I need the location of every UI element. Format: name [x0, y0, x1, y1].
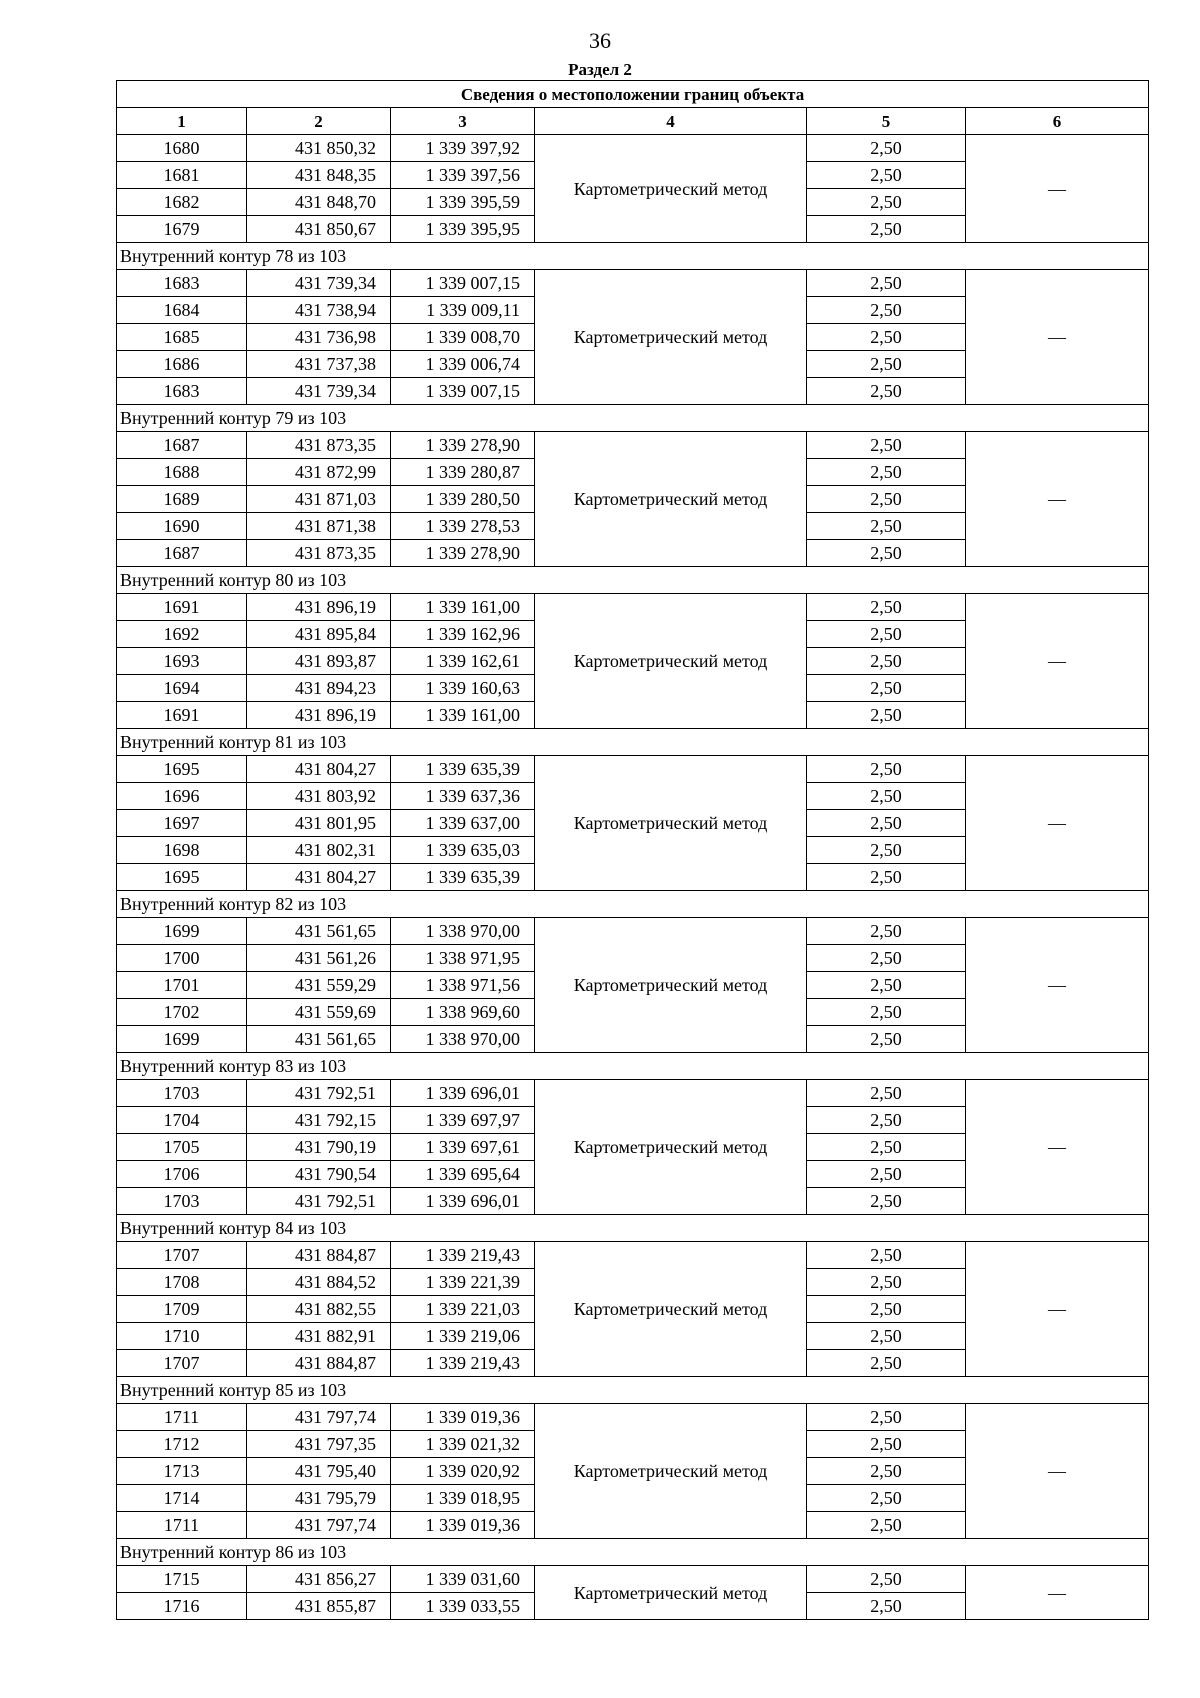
coordinate-x: 431 884,87	[247, 1242, 391, 1269]
table-row	[117, 1404, 1149, 1431]
point-number: 1709	[117, 1296, 247, 1323]
coordinate-x: 431 790,19	[247, 1134, 391, 1161]
coordinate-y: 1 338 970,00	[391, 1026, 535, 1053]
coordinate-y: 1 339 019,36	[391, 1404, 535, 1431]
coordinate-x: 431 894,23	[247, 675, 391, 702]
coordinate-x: 431 801,95	[247, 810, 391, 837]
accuracy-value: 2,50	[807, 1134, 966, 1161]
point-number: 1687	[117, 540, 247, 567]
contour-label: Внутренний контур 79 из 103	[117, 405, 1149, 432]
coordinate-y: 1 338 970,00	[391, 918, 535, 945]
determination-method: Картометрический метод	[535, 1242, 807, 1377]
point-number: 1682	[117, 189, 247, 216]
point-number: 1714	[117, 1485, 247, 1512]
point-number: 1699	[117, 1026, 247, 1053]
coordinate-y: 1 339 006,74	[391, 351, 535, 378]
accuracy-value: 2,50	[807, 540, 966, 567]
contour-label: Внутренний контур 81 из 103	[117, 729, 1149, 756]
coordinate-y: 1 339 221,39	[391, 1269, 535, 1296]
determination-method: Картометрический метод	[535, 918, 807, 1053]
point-number: 1705	[117, 1134, 247, 1161]
accuracy-value: 2,50	[807, 594, 966, 621]
contour-label: Внутренний контур 80 из 103	[117, 567, 1149, 594]
table-title-row	[117, 81, 1149, 108]
coordinate-y: 1 339 031,60	[391, 1566, 535, 1593]
point-number: 1701	[117, 972, 247, 999]
contour-label: Внутренний контур 85 из 103	[117, 1377, 1149, 1404]
point-number: 1704	[117, 1107, 247, 1134]
contour-header-row	[117, 729, 1149, 756]
contour-header-row	[117, 405, 1149, 432]
point-number: 1702	[117, 999, 247, 1026]
contour-header-row	[117, 1539, 1149, 1566]
point-number: 1691	[117, 594, 247, 621]
accuracy-value: 2,50	[807, 162, 966, 189]
coordinate-x: 431 792,15	[247, 1107, 391, 1134]
point-number: 1693	[117, 648, 247, 675]
point-number: 1685	[117, 324, 247, 351]
accuracy-value: 2,50	[807, 270, 966, 297]
coordinate-x: 431 884,87	[247, 1350, 391, 1377]
column-6-value: —	[966, 1242, 1149, 1377]
point-number: 1700	[117, 945, 247, 972]
point-number: 1691	[117, 702, 247, 729]
accuracy-value: 2,50	[807, 1242, 966, 1269]
coordinate-y: 1 339 161,00	[391, 702, 535, 729]
coordinate-y: 1 339 278,90	[391, 540, 535, 567]
coordinate-x: 431 797,35	[247, 1431, 391, 1458]
accuracy-value: 2,50	[807, 1323, 966, 1350]
point-number: 1712	[117, 1431, 247, 1458]
point-number: 1683	[117, 270, 247, 297]
accuracy-value: 2,50	[807, 1107, 966, 1134]
point-number: 1687	[117, 432, 247, 459]
coordinate-x: 431 561,65	[247, 1026, 391, 1053]
point-number: 1680	[117, 135, 247, 162]
column-6-value: —	[966, 918, 1149, 1053]
coordinate-x: 431 790,54	[247, 1161, 391, 1188]
point-number: 1706	[117, 1161, 247, 1188]
accuracy-value: 2,50	[807, 1512, 966, 1539]
point-number: 1711	[117, 1512, 247, 1539]
accuracy-value: 2,50	[807, 135, 966, 162]
accuracy-value: 2,50	[807, 756, 966, 783]
coordinate-y: 1 339 162,61	[391, 648, 535, 675]
accuracy-value: 2,50	[807, 1296, 966, 1323]
coordinate-y: 1 339 219,43	[391, 1350, 535, 1377]
coordinate-x: 431 803,92	[247, 783, 391, 810]
coordinate-x: 431 895,84	[247, 621, 391, 648]
coordinate-y: 1 339 696,01	[391, 1080, 535, 1107]
point-number: 1707	[117, 1350, 247, 1377]
accuracy-value: 2,50	[807, 297, 966, 324]
coordinate-y: 1 338 971,56	[391, 972, 535, 999]
section-title: Раздел 2	[568, 60, 632, 79]
coordinate-y: 1 339 695,64	[391, 1161, 535, 1188]
contour-label: Внутренний контур 83 из 103	[117, 1053, 1149, 1080]
contour-header-row	[117, 567, 1149, 594]
coordinate-y: 1 339 395,59	[391, 189, 535, 216]
point-number: 1703	[117, 1080, 247, 1107]
coordinate-x: 431 896,19	[247, 594, 391, 621]
coordinate-y: 1 339 021,32	[391, 1431, 535, 1458]
coordinate-x: 431 804,27	[247, 864, 391, 891]
accuracy-value: 2,50	[807, 513, 966, 540]
accuracy-value: 2,50	[807, 378, 966, 405]
coordinate-y: 1 339 637,00	[391, 810, 535, 837]
column-header: 1	[117, 108, 247, 135]
coordinate-x: 431 804,27	[247, 756, 391, 783]
accuracy-value: 2,50	[807, 864, 966, 891]
point-number: 1688	[117, 459, 247, 486]
coordinate-y: 1 339 635,03	[391, 837, 535, 864]
column-header: 6	[966, 108, 1149, 135]
coordinate-x: 431 873,35	[247, 432, 391, 459]
contour-label: Внутренний контур 78 из 103	[117, 243, 1149, 270]
accuracy-value: 2,50	[807, 810, 966, 837]
accuracy-value: 2,50	[807, 918, 966, 945]
coordinate-y: 1 339 395,95	[391, 216, 535, 243]
table-row	[117, 756, 1149, 783]
determination-method: Картометрический метод	[535, 594, 807, 729]
point-number: 1686	[117, 351, 247, 378]
coordinate-y: 1 339 020,92	[391, 1458, 535, 1485]
column-6-value: —	[966, 1566, 1149, 1620]
coordinate-x: 431 882,55	[247, 1296, 391, 1323]
contour-label: Внутренний контур 86 из 103	[117, 1539, 1149, 1566]
coordinate-x: 431 737,38	[247, 351, 391, 378]
accuracy-value: 2,50	[807, 1404, 966, 1431]
column-header: 5	[807, 108, 966, 135]
accuracy-value: 2,50	[807, 972, 966, 999]
contour-header-row	[117, 243, 1149, 270]
column-6-value: —	[966, 270, 1149, 405]
coordinate-x: 431 871,38	[247, 513, 391, 540]
coordinate-y: 1 339 278,90	[391, 432, 535, 459]
point-number: 1715	[117, 1566, 247, 1593]
accuracy-value: 2,50	[807, 1188, 966, 1215]
determination-method: Картометрический метод	[535, 1404, 807, 1539]
point-number: 1697	[117, 810, 247, 837]
determination-method: Картометрический метод	[535, 270, 807, 405]
point-number: 1681	[117, 162, 247, 189]
point-number: 1710	[117, 1323, 247, 1350]
coordinate-y: 1 339 033,55	[391, 1593, 535, 1620]
contour-header-row	[117, 891, 1149, 918]
coordinate-x: 431 736,98	[247, 324, 391, 351]
accuracy-value: 2,50	[807, 837, 966, 864]
accuracy-value: 2,50	[807, 648, 966, 675]
coordinate-y: 1 339 009,11	[391, 297, 535, 324]
coordinate-x: 431 850,32	[247, 135, 391, 162]
accuracy-value: 2,50	[807, 459, 966, 486]
coordinate-x: 431 561,26	[247, 945, 391, 972]
coordinate-y: 1 339 160,63	[391, 675, 535, 702]
boundary-table	[116, 80, 1149, 1620]
point-number: 1683	[117, 378, 247, 405]
contour-header-row	[117, 1215, 1149, 1242]
point-number: 1695	[117, 756, 247, 783]
table-row	[117, 1242, 1149, 1269]
accuracy-value: 2,50	[807, 1080, 966, 1107]
page-number: 36	[589, 28, 611, 53]
table-row	[117, 1080, 1149, 1107]
coordinate-x: 431 559,29	[247, 972, 391, 999]
point-number: 1699	[117, 918, 247, 945]
coordinate-x: 431 792,51	[247, 1188, 391, 1215]
column-header: 4	[535, 108, 807, 135]
accuracy-value: 2,50	[807, 999, 966, 1026]
accuracy-value: 2,50	[807, 1566, 966, 1593]
coordinate-y: 1 339 221,03	[391, 1296, 535, 1323]
table-body	[117, 81, 1149, 1620]
coordinate-y: 1 339 697,61	[391, 1134, 535, 1161]
determination-method: Картометрический метод	[535, 135, 807, 243]
coordinate-y: 1 339 019,36	[391, 1512, 535, 1539]
coordinate-y: 1 338 969,60	[391, 999, 535, 1026]
point-number: 1695	[117, 864, 247, 891]
coordinate-y: 1 339 397,56	[391, 162, 535, 189]
contour-header-row	[117, 1377, 1149, 1404]
contour-label: Внутренний контур 82 из 103	[117, 891, 1149, 918]
coordinate-y: 1 339 219,06	[391, 1323, 535, 1350]
accuracy-value: 2,50	[807, 1593, 966, 1620]
coordinate-x: 431 848,70	[247, 189, 391, 216]
coordinate-x: 431 896,19	[247, 702, 391, 729]
coordinate-y: 1 339 635,39	[391, 756, 535, 783]
accuracy-value: 2,50	[807, 1350, 966, 1377]
contour-label: Внутренний контур 84 из 103	[117, 1215, 1149, 1242]
column-6-value: —	[966, 594, 1149, 729]
accuracy-value: 2,50	[807, 1431, 966, 1458]
column-header-row	[117, 108, 1149, 135]
point-number: 1684	[117, 297, 247, 324]
column-header: 2	[247, 108, 391, 135]
coordinate-y: 1 339 280,87	[391, 459, 535, 486]
table-row	[117, 594, 1149, 621]
table-row	[117, 135, 1149, 162]
accuracy-value: 2,50	[807, 486, 966, 513]
accuracy-value: 2,50	[807, 216, 966, 243]
coordinate-y: 1 339 696,01	[391, 1188, 535, 1215]
point-number: 1713	[117, 1458, 247, 1485]
table-row	[117, 1566, 1149, 1593]
coordinate-y: 1 339 278,53	[391, 513, 535, 540]
accuracy-value: 2,50	[807, 1161, 966, 1188]
column-6-value: —	[966, 756, 1149, 891]
accuracy-value: 2,50	[807, 189, 966, 216]
coordinate-x: 431 795,40	[247, 1458, 391, 1485]
table-row	[117, 432, 1149, 459]
coordinate-x: 431 893,87	[247, 648, 391, 675]
table-row	[117, 270, 1149, 297]
determination-method: Картометрический метод	[535, 756, 807, 891]
accuracy-value: 2,50	[807, 324, 966, 351]
coordinate-x: 431 856,27	[247, 1566, 391, 1593]
coordinate-x: 431 882,91	[247, 1323, 391, 1350]
accuracy-value: 2,50	[807, 1026, 966, 1053]
contour-header-row	[117, 1053, 1149, 1080]
coordinate-x: 431 797,74	[247, 1512, 391, 1539]
coordinate-x: 431 848,35	[247, 162, 391, 189]
point-number: 1711	[117, 1404, 247, 1431]
accuracy-value: 2,50	[807, 945, 966, 972]
accuracy-value: 2,50	[807, 1458, 966, 1485]
column-6-value: —	[966, 432, 1149, 567]
coordinate-x: 431 739,34	[247, 378, 391, 405]
coordinate-y: 1 339 162,96	[391, 621, 535, 648]
column-6-value: —	[966, 135, 1149, 243]
coordinate-y: 1 339 697,97	[391, 1107, 535, 1134]
coordinate-y: 1 339 219,43	[391, 1242, 535, 1269]
point-number: 1707	[117, 1242, 247, 1269]
point-number: 1698	[117, 837, 247, 864]
determination-method: Картометрический метод	[535, 1566, 807, 1620]
determination-method: Картометрический метод	[535, 432, 807, 567]
accuracy-value: 2,50	[807, 351, 966, 378]
coordinate-y: 1 338 971,95	[391, 945, 535, 972]
point-number: 1690	[117, 513, 247, 540]
coordinate-x: 431 873,35	[247, 540, 391, 567]
coordinate-y: 1 339 007,15	[391, 270, 535, 297]
point-number: 1694	[117, 675, 247, 702]
coordinate-x: 431 738,94	[247, 297, 391, 324]
point-number: 1689	[117, 486, 247, 513]
column-6-value: —	[966, 1080, 1149, 1215]
coordinate-x: 431 802,31	[247, 837, 391, 864]
accuracy-value: 2,50	[807, 1485, 966, 1512]
point-number: 1679	[117, 216, 247, 243]
coordinate-x: 431 739,34	[247, 270, 391, 297]
coordinate-y: 1 339 635,39	[391, 864, 535, 891]
determination-method: Картометрический метод	[535, 1080, 807, 1215]
accuracy-value: 2,50	[807, 702, 966, 729]
coordinate-x: 431 871,03	[247, 486, 391, 513]
accuracy-value: 2,50	[807, 1269, 966, 1296]
coordinate-y: 1 339 397,92	[391, 135, 535, 162]
accuracy-value: 2,50	[807, 621, 966, 648]
coordinate-y: 1 339 007,15	[391, 378, 535, 405]
accuracy-value: 2,50	[807, 432, 966, 459]
coordinate-y: 1 339 008,70	[391, 324, 535, 351]
accuracy-value: 2,50	[807, 783, 966, 810]
point-number: 1692	[117, 621, 247, 648]
coordinate-y: 1 339 018,95	[391, 1485, 535, 1512]
coordinate-x: 431 559,69	[247, 999, 391, 1026]
coordinate-x: 431 561,65	[247, 918, 391, 945]
coordinate-x: 431 792,51	[247, 1080, 391, 1107]
column-6-value: —	[966, 1404, 1149, 1539]
coordinate-x: 431 797,74	[247, 1404, 391, 1431]
point-number: 1716	[117, 1593, 247, 1620]
coordinate-x: 431 884,52	[247, 1269, 391, 1296]
point-number: 1708	[117, 1269, 247, 1296]
coordinate-x: 431 872,99	[247, 459, 391, 486]
coordinate-x: 431 795,79	[247, 1485, 391, 1512]
coordinate-y: 1 339 161,00	[391, 594, 535, 621]
point-number: 1696	[117, 783, 247, 810]
column-header: 3	[391, 108, 535, 135]
table-title: Сведения о местоположении границ объекта	[117, 81, 1149, 108]
coordinate-x: 431 850,67	[247, 216, 391, 243]
coordinate-y: 1 339 280,50	[391, 486, 535, 513]
coordinate-x: 431 855,87	[247, 1593, 391, 1620]
accuracy-value: 2,50	[807, 675, 966, 702]
point-number: 1703	[117, 1188, 247, 1215]
coordinate-y: 1 339 637,36	[391, 783, 535, 810]
table-row	[117, 918, 1149, 945]
